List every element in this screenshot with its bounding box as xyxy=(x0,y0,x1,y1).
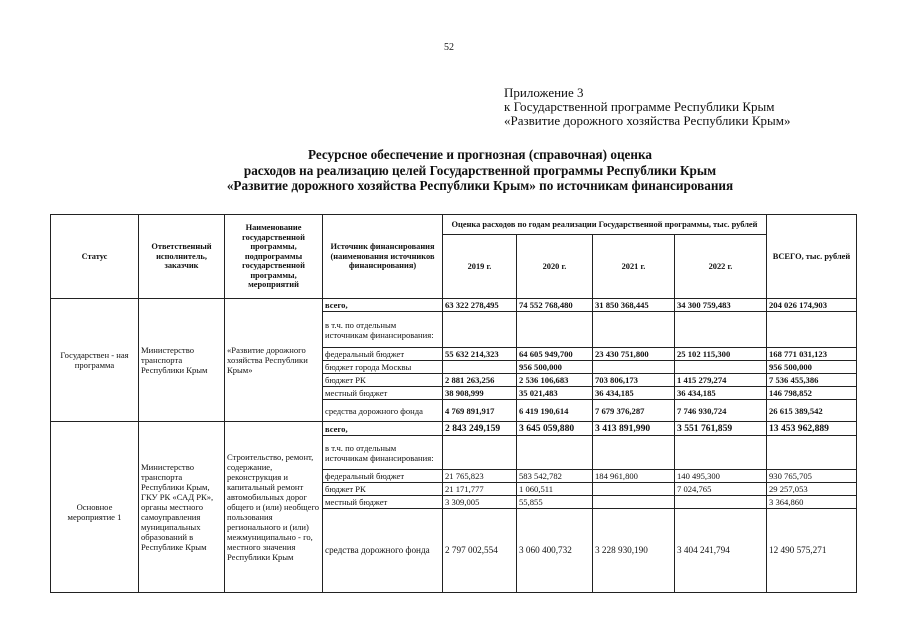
header-estimate: Оценка расходов по годам реализации Государственной программы, тыс. рублей xyxy=(443,215,767,235)
cell-program-name: «Развитие дорожного хозяйства Республики Крым» xyxy=(225,299,323,422)
cell-value: 34 300 759,483 xyxy=(675,299,767,312)
financing-table xyxy=(50,214,857,593)
cell-value: 7 746 930,724 xyxy=(675,400,767,422)
cell-source: средства дорожного фонда xyxy=(323,400,443,422)
cell-source: бюджет РК xyxy=(323,374,443,387)
title-line-2: расходов на реализацию целей Государственной программы Республики Крым xyxy=(243,162,717,178)
cell-value xyxy=(517,436,593,470)
page-number: 52 xyxy=(444,42,454,53)
cell-executor: Министерство транспорта Республики Крым, ГКУ РК «САД РК», органы местного самоуправления муниципальных образований в Республике Крым xyxy=(139,422,225,593)
cell-total: 146 798,852 xyxy=(767,387,857,400)
appendix-line-1: Приложение 3 xyxy=(504,85,584,100)
cell-value: 64 605 949,700 xyxy=(517,348,593,361)
cell-value: 184 961,800 xyxy=(593,470,675,483)
cell-value: 703 806,173 xyxy=(593,374,675,387)
appendix-note xyxy=(504,86,791,128)
title-line-1: Ресурсное обеспечение и прогнозная (справочная) оценка xyxy=(307,147,652,162)
cell-value: 3 645 059,880 xyxy=(517,422,593,436)
cell-source: местный бюджет xyxy=(323,387,443,400)
cell-value xyxy=(443,312,517,348)
header-year-2021: 2021 г. xyxy=(593,235,675,299)
cell-value: 3 413 891,990 xyxy=(593,422,675,436)
cell-value: 4 769 891,917 xyxy=(443,400,517,422)
cell-value: 35 021,483 xyxy=(517,387,593,400)
cell-value: 25 102 115,300 xyxy=(675,348,767,361)
cell-value: 2 797 002,554 xyxy=(443,509,517,593)
cell-value xyxy=(675,361,767,374)
cell-program-name: Строительство, ремонт, содержание, реконструкция и капитальный ремонт автомобильных дорог общего и (или) необщего пользования регионального и (или) межмуниципально - го, местного значения Республики Крым xyxy=(225,422,323,593)
cell-value: 1 060,511 xyxy=(517,483,593,496)
cell-source: местный бюджет xyxy=(323,496,443,509)
table-row xyxy=(51,422,857,436)
cell-total: 168 771 031,123 xyxy=(767,348,857,361)
cell-value xyxy=(593,436,675,470)
cell-total: 26 615 389,542 xyxy=(767,400,857,422)
title-line-3: «Развитие дорожного хозяйства Республики Крым» по источникам финансирования xyxy=(226,178,734,193)
cell-value xyxy=(593,483,675,496)
header-source: Источник финансирования (наименования источников финансирования) xyxy=(323,215,443,299)
header-year-2020: 2020 г. xyxy=(517,235,593,299)
cell-total: 930 765,705 xyxy=(767,470,857,483)
cell-status: Основное мероприятие 1 xyxy=(51,422,139,593)
cell-value xyxy=(593,361,675,374)
cell-total: 7 536 455,386 xyxy=(767,374,857,387)
cell-value: 3 228 930,190 xyxy=(593,509,675,593)
header-year-2022: 2022 г. xyxy=(675,235,767,299)
appendix-line-3: «Развитие дорожного хозяйства Республики Крым» xyxy=(504,113,791,128)
cell-value: 36 434,185 xyxy=(675,387,767,400)
cell-value: 55,855 xyxy=(517,496,593,509)
cell-value: 74 552 768,480 xyxy=(517,299,593,312)
cell-source: средства дорожного фонда xyxy=(323,509,443,593)
cell-source: бюджет РК xyxy=(323,483,443,496)
cell-value xyxy=(517,312,593,348)
header-status: Статус xyxy=(51,215,139,299)
cell-value: 956 500,000 xyxy=(517,361,593,374)
cell-value: 38 908,999 xyxy=(443,387,517,400)
cell-value: 7 679 376,287 xyxy=(593,400,675,422)
cell-total: 3 364,860 xyxy=(767,496,857,509)
cell-value: 3 309,005 xyxy=(443,496,517,509)
cell-value: 7 024,765 xyxy=(675,483,767,496)
cell-source: федеральный бюджет xyxy=(323,470,443,483)
document-title xyxy=(150,147,810,194)
cell-value: 36 434,185 xyxy=(593,387,675,400)
cell-executor: Министерство транспорта Республики Крым xyxy=(139,299,225,422)
cell-value: 55 632 214,323 xyxy=(443,348,517,361)
header-program-name: Наименование государственной программы, подпрограммы государственной программы, мероприятий xyxy=(225,215,323,299)
header-total: ВСЕГО, тыс. рублей xyxy=(767,215,857,299)
cell-value: 2 843 249,159 xyxy=(443,422,517,436)
cell-value xyxy=(593,312,675,348)
cell-value xyxy=(675,496,767,509)
cell-total: 956 500,000 xyxy=(767,361,857,374)
cell-total xyxy=(767,436,857,470)
appendix-line-2: к Государственной программе Республики Крым xyxy=(504,99,775,114)
cell-total: 29 257,053 xyxy=(767,483,857,496)
cell-value: 21 171,777 xyxy=(443,483,517,496)
cell-total: 13 453 962,889 xyxy=(767,422,857,436)
header-executor: Ответственный исполнитель, заказчик xyxy=(139,215,225,299)
cell-value: 23 430 751,800 xyxy=(593,348,675,361)
cell-total xyxy=(767,312,857,348)
cell-source: федеральный бюджет xyxy=(323,348,443,361)
cell-value: 3 060 400,732 xyxy=(517,509,593,593)
cell-source: в т.ч. по отдельным источникам финансирования: xyxy=(323,436,443,470)
cell-value: 31 850 368,445 xyxy=(593,299,675,312)
cell-value: 63 322 278,495 xyxy=(443,299,517,312)
cell-value xyxy=(443,436,517,470)
cell-value xyxy=(675,436,767,470)
cell-value: 3 551 761,859 xyxy=(675,422,767,436)
cell-value xyxy=(443,361,517,374)
cell-source: всего, xyxy=(323,422,443,436)
cell-total: 12 490 575,271 xyxy=(767,509,857,593)
cell-status: Государствен - ная программа xyxy=(51,299,139,422)
table-row xyxy=(51,299,857,312)
cell-value: 1 415 279,274 xyxy=(675,374,767,387)
cell-value: 21 765,823 xyxy=(443,470,517,483)
cell-value xyxy=(675,312,767,348)
cell-value: 2 881 263,256 xyxy=(443,374,517,387)
cell-value: 6 419 190,614 xyxy=(517,400,593,422)
cell-value: 2 536 106,683 xyxy=(517,374,593,387)
cell-source: всего, xyxy=(323,299,443,312)
cell-value xyxy=(593,496,675,509)
cell-source: бюджет города Москвы xyxy=(323,361,443,374)
header-year-2019: 2019 г. xyxy=(443,235,517,299)
cell-value: 140 495,300 xyxy=(675,470,767,483)
cell-total: 204 026 174,903 xyxy=(767,299,857,312)
cell-value: 3 404 241,794 xyxy=(675,509,767,593)
cell-source: в т.ч. по отдельным источникам финансирования: xyxy=(323,312,443,348)
cell-value: 583 542,782 xyxy=(517,470,593,483)
